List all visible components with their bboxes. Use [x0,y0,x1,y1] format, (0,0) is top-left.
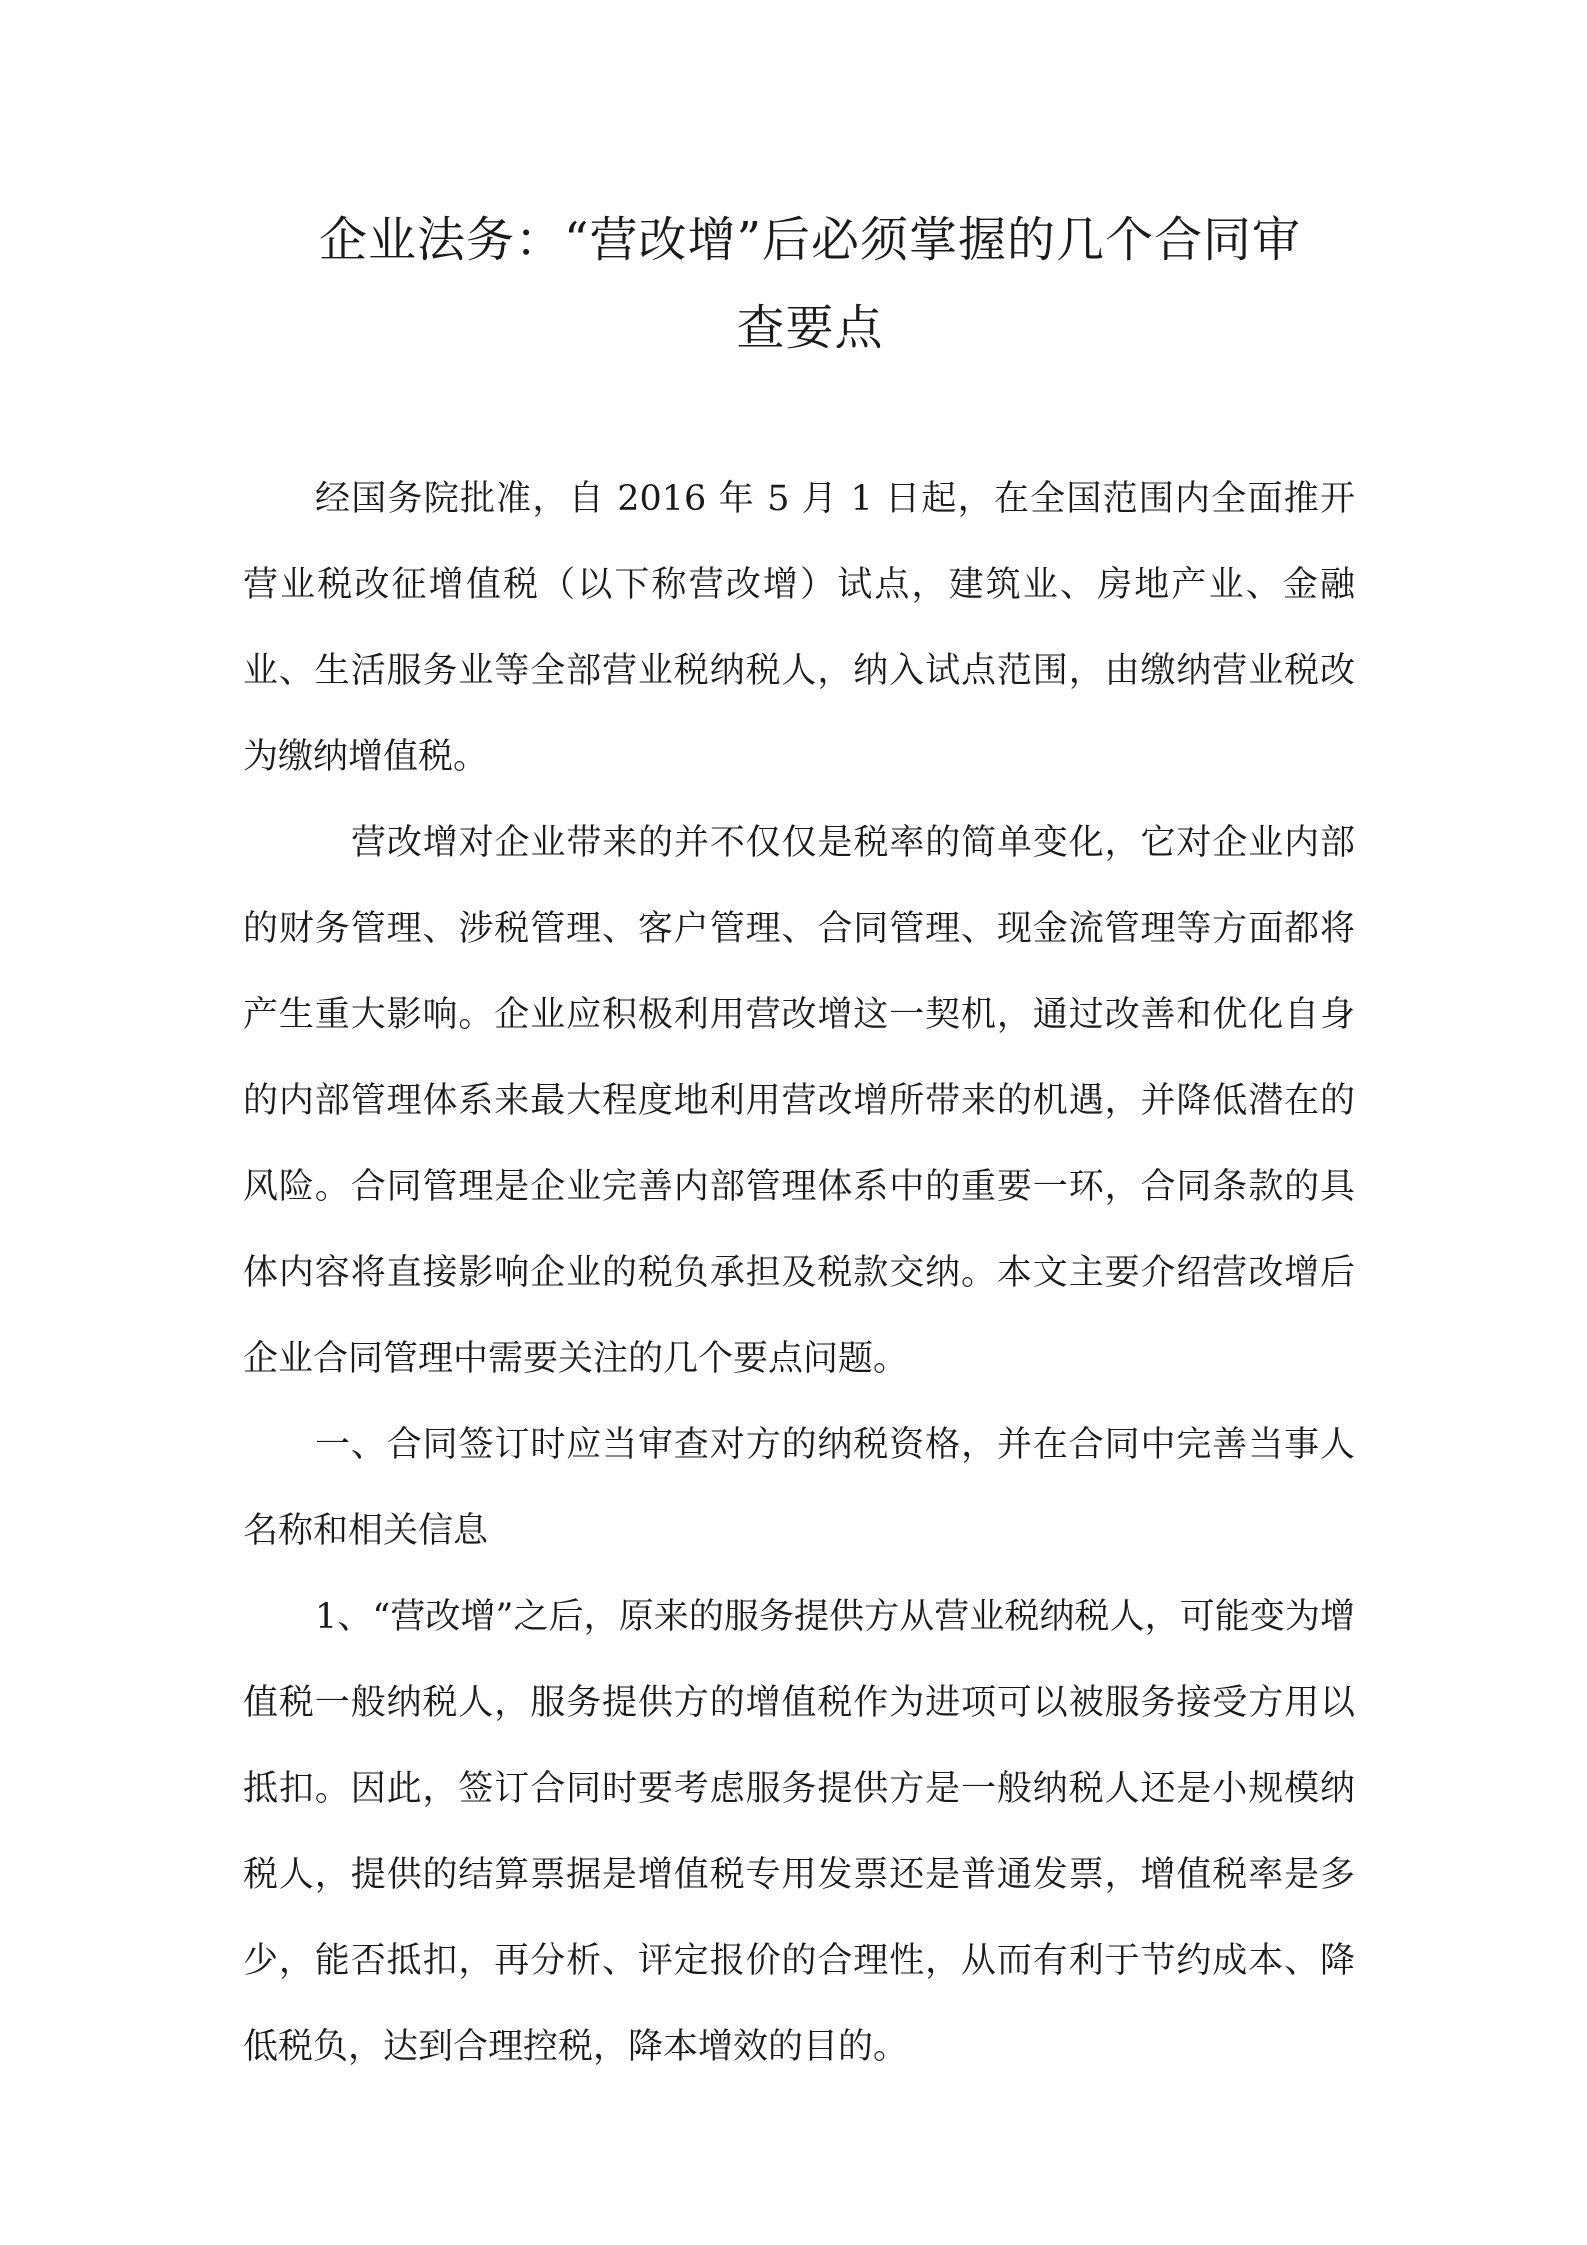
title-line-2: 查要点 [736,300,884,356]
paragraph-point-1: 1、“营改增”之后，原来的服务提供方从营业税纳税人，可能变为增值税一般纳税人，服务提供方的增值税作为进项可以被服务接受方用以抵扣。因此，签订合同时要考虑服务提供方是一般纳税人还是小规模纳税人，提供的结算票据是增值税专用发票还是普通发票，增值税率是多少，能否抵扣，再分析、评定报价的合理性，从而有利于节约成本、降低税负，达到合理控税，降本增效的目的。 [243,1597,1355,2067]
paragraph-intro: 经国务院批准，自 2016 年 5 月 1 日起，在全国范围内全面推开营业税改征增值税（以下称营改增）试点，建筑业、房地产业、金融业、生活服务业等全部营业税纳税人，纳入试点范围，由缴纳营业税改为缴纳增值税。 [243,479,1355,777]
paragraph-impact: 营改增对企业带来的并不仅仅是税率的简单变化，它对企业内部的财务管理、涉税管理、客户管理、合同管理、现金流管理等方面都将产生重大影响。企业应积极利用营改增这一契机，通过改善和优化自身的内部管理体系来最大程度地利用营改增所带来的机遇，并降低潜在的风险。合同管理是企业完善内部管理体系中的重要一环，合同条款的具体内容将直接影响企业的税负承担及税款交纳。本文主要介绍营改增后企业合同管理中需要关注的几个要点问题。 [243,823,1355,1379]
document-title [240,196,1380,372]
document-body [243,456,1355,2090]
title-line-1: 企业法务：“营改增”后必须掌握的几个合同审 [318,212,1302,268]
section-heading-1: 一、合同签订时应当审查对方的纳税资格，并在合同中完善当事人名称和相关信息 [243,1425,1355,1551]
